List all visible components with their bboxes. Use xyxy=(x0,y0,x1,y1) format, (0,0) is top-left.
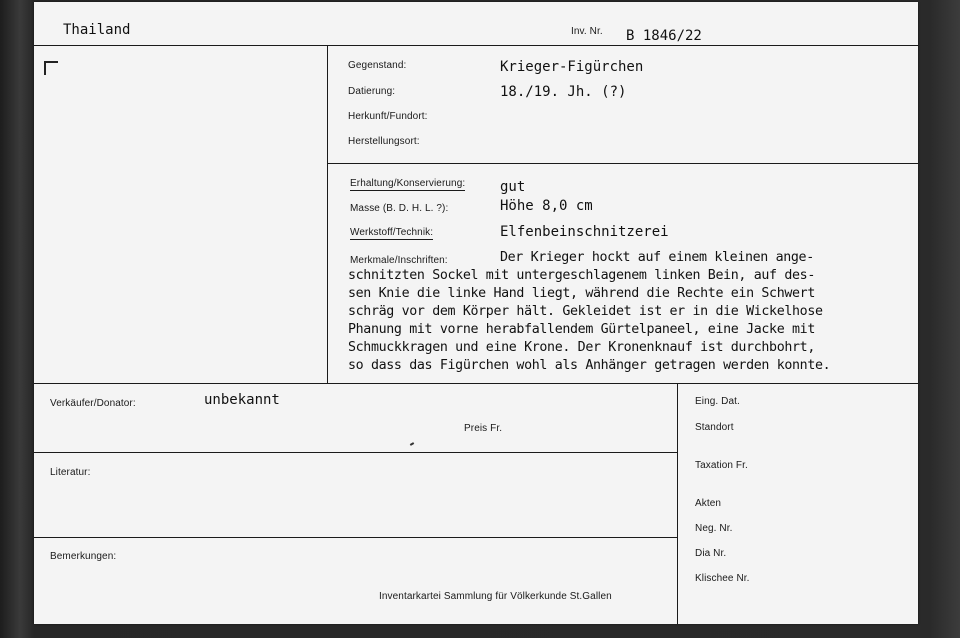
erhaltung-label: Erhaltung/Konservierung: xyxy=(350,178,466,189)
price-label: Preis Fr. xyxy=(464,423,503,434)
klischee-nr-label: Klischee Nr. xyxy=(695,573,750,584)
object-section-divider xyxy=(327,163,918,164)
inv-nr-label: Inv. Nr. xyxy=(571,26,603,37)
eing-dat-label: Eing. Dat. xyxy=(695,396,740,407)
taxation-label: Taxation Fr. xyxy=(695,460,748,471)
description-line-2: schnitzten Sockel mit untergeschlagenem linken Bein, auf des- xyxy=(348,268,815,283)
datierung-value: 18./19. Jh. (?) xyxy=(500,84,627,100)
pencil-mark-icon xyxy=(410,442,414,446)
herstellungsort-label: Herstellungsort: xyxy=(348,136,420,147)
inventory-card xyxy=(34,2,918,624)
masse-label: Masse (B. D. H. L. ?): xyxy=(350,203,449,214)
literatur-label: Literatur: xyxy=(50,467,91,478)
left-column-divider xyxy=(327,45,328,384)
seller-divider xyxy=(34,452,677,453)
werkstoff-value: Elfenbeinschnitzerei xyxy=(500,224,669,240)
dia-nr-label: Dia Nr. xyxy=(695,548,727,559)
literatur-divider xyxy=(34,537,677,538)
description-line-3: sen Knie die linke Hand liegt, während die Rechte ein Schwert xyxy=(348,286,815,301)
description-line-6: Schmuckkragen und eine Krone. Der Kronenknauf ist durchbohrt, xyxy=(348,340,815,355)
footer-text: Inventarkartei Sammlung für Völkerkunde St.Gallen xyxy=(379,591,612,602)
neg-nr-label: Neg. Nr. xyxy=(695,523,733,534)
seller-value: unbekannt xyxy=(204,392,280,408)
gegenstand-label: Gegenstand: xyxy=(348,60,407,71)
header-divider xyxy=(34,45,918,46)
right-column-divider xyxy=(677,383,678,624)
merkmale-label: Merkmale/Inschriften: xyxy=(350,255,448,266)
seller-label: Verkäufer/Donator: xyxy=(50,398,136,409)
herkunft-label: Herkunft/Fundort: xyxy=(348,111,428,122)
werkstoff-label: Werkstoff/Technik: xyxy=(350,227,434,238)
masse-value: Höhe 8,0 cm xyxy=(500,198,593,214)
datierung-label: Datierung: xyxy=(348,86,396,97)
description-line-4: schräg vor dem Körper hält. Gekleidet ist er in die Wickelhose xyxy=(348,304,823,319)
standort-label: Standort xyxy=(695,422,734,433)
description-line-5: Phanung mit vorne herabfallendem Gürtelpaneel, eine Jacke mit xyxy=(348,322,815,337)
description-line-1: Der Krieger hockt auf einem kleinen ange- xyxy=(500,250,814,265)
akten-label: Akten xyxy=(695,498,722,509)
erhaltung-value: gut xyxy=(500,179,526,195)
description-line-7: so dass das Figürchen wohl als Anhänger getragen werden konnte. xyxy=(348,358,831,373)
corner-mark-icon xyxy=(44,61,58,75)
gegenstand-value: Krieger-Figürchen xyxy=(500,59,644,75)
inv-nr-value: B 1846/22 xyxy=(626,28,702,44)
bemerkungen-label: Bemerkungen: xyxy=(50,551,117,562)
middle-divider xyxy=(34,383,918,384)
country-text: Thailand xyxy=(63,22,131,38)
